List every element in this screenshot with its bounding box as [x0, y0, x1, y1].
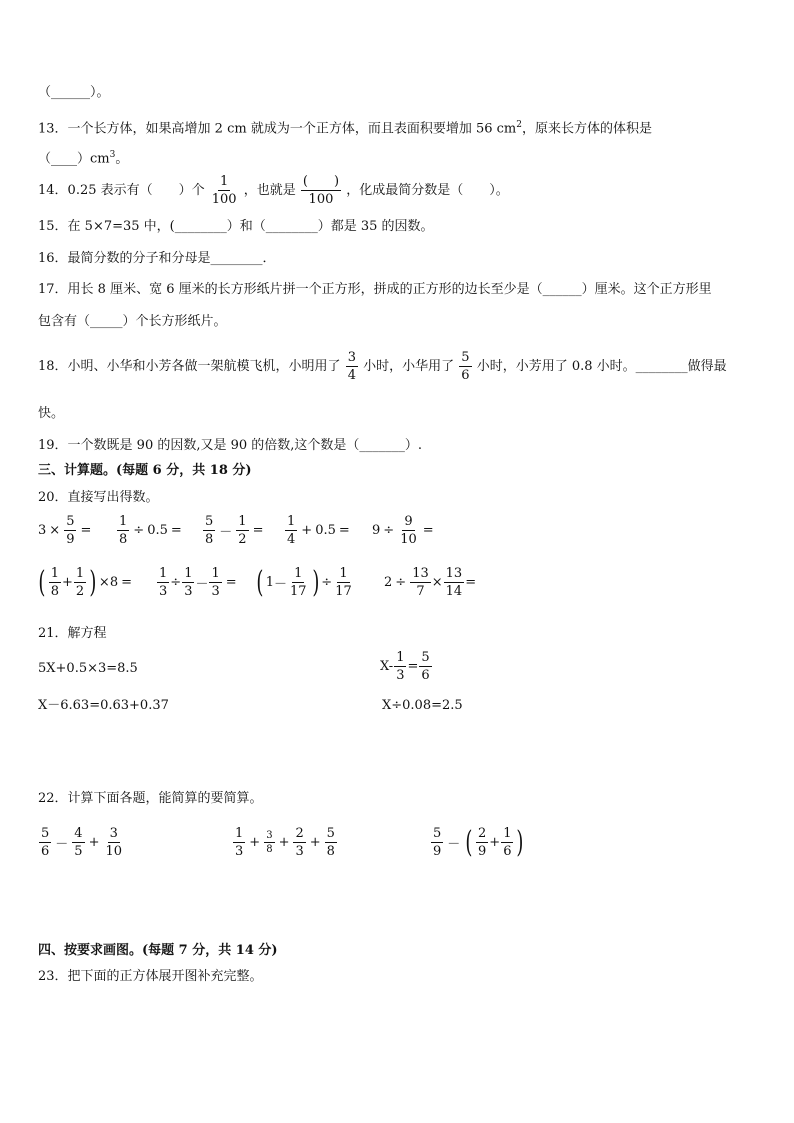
q12-tail: （______）。	[38, 85, 110, 100]
equation-2-eq: =	[407, 659, 419, 674]
calc-1-frac-den: 9	[66, 532, 75, 547]
calc-8-frac1-num: 1	[294, 566, 303, 581]
equation-4: X÷0.08=2.5	[382, 698, 463, 713]
calc-2-eq: =	[170, 523, 182, 538]
calc-6-frac2-num: 1	[75, 566, 85, 581]
q17-line2: 包含有（_____）个长方形纸片。	[38, 314, 227, 329]
q14-frac1-num: 1	[220, 174, 229, 189]
equation-2-frac2	[419, 650, 431, 683]
equation-2	[380, 650, 433, 683]
calc-7-frac3-den: 3	[211, 584, 220, 599]
calc-8-frac2-den: 17	[335, 584, 352, 599]
calc-9-eq: =	[465, 575, 477, 590]
q21: 21．解方程	[38, 626, 107, 641]
calc-7-frac3-num: 1	[211, 566, 220, 581]
equation-2-frac1	[394, 650, 406, 683]
q18-line2: 快。	[38, 406, 65, 421]
calc-1-eq: =	[80, 523, 92, 538]
simplify-1-frac3-num: 3	[109, 826, 118, 841]
calc-6-frac2-den: 2	[75, 584, 85, 599]
q18-frac1-den: 4	[347, 368, 356, 383]
calc-1-op: ×	[49, 523, 61, 538]
section-3-heading: 三、计算题。(每题 6 分，共 18 分)	[38, 463, 252, 478]
equation-2-frac2-den: 6	[421, 668, 430, 683]
calc-5-frac-den: 10	[400, 532, 417, 547]
calc-6-frac1-num: 1	[50, 566, 59, 581]
calc-3	[202, 514, 266, 547]
simplify-2-frac3-den: 3	[295, 844, 304, 859]
calc-6-frac2	[74, 566, 86, 599]
q13-text-b: ，原来长方体的体积是	[521, 121, 652, 137]
calc-8-num: 1	[265, 575, 274, 590]
calc-1-frac-num: 5	[66, 514, 75, 529]
q14-frac1-den: 100	[211, 192, 237, 207]
calc-7-minus: －	[195, 577, 209, 592]
calc-3-frac1-num: 5	[205, 514, 214, 529]
calc-8-frac2-num: 1	[339, 566, 348, 581]
q14-text-a: 14．0.25 表示有（ ）个	[38, 183, 205, 198]
q15: 15．在 5×7=35 中，(________）和（________）都是 35 的因数。	[38, 219, 434, 234]
q14-text-c: ，化成最简分数是（ ）。	[346, 183, 509, 198]
section-4-heading: 四、按要求画图。(每题 7 分，共 14 分)	[38, 943, 278, 958]
calc-5-frac-num: 9	[404, 514, 413, 529]
simplify-2-frac1-den: 3	[235, 844, 244, 859]
q22: 22．计算下面各题，能简算的要简算。	[38, 791, 263, 806]
calc-6-lparen: (	[38, 564, 46, 600]
calc-3-op: －	[219, 525, 233, 540]
calc-9-frac2-num: 13	[445, 566, 463, 581]
simplify-2-frac4-den: 8	[326, 844, 335, 859]
calc-3-eq: =	[252, 523, 264, 538]
simplify-1-frac1-num: 5	[41, 826, 50, 841]
simplify-2-frac4-num: 5	[326, 826, 335, 841]
q17-line1: 17．用长 8 厘米、宽 6 厘米的长方形纸片拼一个正方形，拼成的正方形的边长至少是（______）厘米。这个正方形里	[38, 282, 712, 297]
q18-text-a: 18．小明、小华和小芳各做一架航模飞机，小明用了	[38, 359, 341, 374]
simplify-2-frac1	[233, 826, 245, 859]
q20: 20．直接写出得数。	[38, 490, 159, 505]
calc-8-rparen: )	[311, 564, 319, 600]
q18-frac2-den: 6	[461, 368, 470, 383]
calc-7-frac2-den: 3	[184, 584, 193, 599]
q14-frac2	[301, 174, 341, 207]
simplify-3-lparen: (	[465, 824, 473, 860]
simplify-3-frac2-num: 2	[478, 826, 487, 841]
q14-frac2-den: 100	[308, 192, 334, 207]
calc-8-div: ÷	[321, 575, 333, 590]
simplify-2	[232, 826, 338, 859]
calc-5	[372, 514, 437, 547]
calc-9-times: ×	[431, 575, 443, 590]
q14-frac1	[210, 174, 239, 207]
calc-2-frac	[117, 514, 129, 547]
calc-9-div: ÷	[395, 575, 407, 590]
q18-text-b: 小时，小华用了	[363, 359, 455, 374]
q18-frac2	[459, 350, 471, 383]
q18-line1	[38, 350, 727, 384]
simplify-3-frac1-num: 5	[433, 826, 442, 841]
calc-7-frac1-num: 1	[159, 566, 168, 581]
calc-8-lparen: (	[256, 564, 264, 600]
simplify-3-rparen: )	[516, 824, 524, 860]
calc-4-num: 0.5	[315, 523, 336, 538]
calc-5-eq: =	[422, 523, 434, 538]
calc-8	[254, 566, 355, 599]
calc-5-frac	[398, 514, 419, 547]
calc-6-frac1	[49, 566, 61, 599]
equation-2-prefix: X-	[380, 659, 394, 674]
q14-text-b: ，也就是	[243, 183, 296, 198]
calc-6-eq: =	[121, 575, 132, 590]
simplify-2-frac2	[264, 830, 274, 855]
simplify-3-frac2-den: 9	[478, 844, 487, 859]
calc-7-div: ÷	[170, 575, 182, 590]
calc-2-frac-num: 1	[119, 514, 128, 529]
simplify-3	[430, 826, 526, 859]
simplify-1-frac1-den: 6	[41, 844, 50, 859]
calc-9-frac2-den: 14	[445, 584, 463, 599]
simplify-3-frac1-den: 9	[433, 844, 442, 859]
calc-7-frac1-den: 3	[159, 584, 168, 599]
simplify-1-frac3	[103, 826, 124, 859]
calc-3-frac2-num: 1	[238, 514, 247, 529]
q19: 19．一个数既是 90 的因数,又是 90 的倍数,这个数是（_______）.	[38, 438, 423, 453]
simplify-3-minus: －	[447, 837, 461, 852]
q14-frac2-num: ( )	[302, 174, 340, 189]
calc-7-frac2	[182, 566, 194, 599]
calc-9-frac1-den: 7	[416, 584, 425, 599]
q13-line2	[38, 146, 128, 168]
simplify-3-frac1	[431, 826, 443, 859]
calc-4-frac-den: 4	[287, 532, 296, 547]
equation-3: X－6.63=0.63+0.37	[38, 698, 169, 713]
q13-sup2: 3	[109, 150, 116, 160]
simplify-2-plus2: +	[278, 835, 290, 850]
calc-6-times: ×	[98, 575, 110, 590]
calc-8-frac2	[333, 566, 354, 599]
equation-2-frac1-den: 3	[396, 668, 405, 683]
q23: 23．把下面的正方体展开图补充完整。	[38, 969, 263, 984]
calc-6	[36, 566, 135, 599]
simplify-1-frac2-num: 4	[74, 826, 83, 841]
calc-3-frac2-den: 2	[238, 532, 247, 547]
calc-8-frac1-den: 17	[290, 584, 307, 599]
q13-text-d: 。	[115, 151, 129, 167]
q18-text-c: 小时，小芳用了 0.8 小时。________做得最	[476, 359, 727, 374]
simplify-3-frac3	[501, 826, 513, 859]
simplify-1-frac1	[39, 826, 51, 859]
calc-2-num: 0.5	[147, 523, 168, 538]
calc-5-op: ÷	[383, 523, 395, 538]
equation-2-frac1-num: 1	[396, 650, 405, 665]
calc-9-num: 2	[384, 575, 393, 590]
calc-3-frac1	[203, 514, 215, 547]
q13-text-a: 13．一个长方体，如果高增加 2 cm 就成为一个正方体，而且表面积要增加 56 cm	[38, 121, 517, 137]
q13-sup1: 2	[516, 120, 522, 130]
simplify-1-frac2	[72, 826, 84, 859]
calc-3-frac2	[236, 514, 248, 547]
calc-4-op: +	[301, 523, 313, 538]
calc-5-num: 9	[372, 523, 381, 538]
q18-frac1	[346, 350, 358, 383]
simplify-2-plus1: +	[249, 835, 261, 850]
equation-1: 5X+0.5×3=8.5	[38, 661, 138, 676]
q16: 16．最简分数的分子和分母是________．	[38, 251, 276, 266]
q18-frac1-num: 3	[347, 350, 356, 365]
calc-7	[156, 566, 240, 599]
simplify-3-frac3-den: 6	[503, 844, 512, 859]
simplify-2-frac3	[293, 826, 305, 859]
calc-9-frac1	[410, 566, 431, 599]
calc-6-plus: +	[62, 575, 73, 590]
calc-4-frac-num: 1	[287, 514, 296, 529]
calc-8-frac1	[288, 566, 309, 599]
simplify-2-frac1-num: 1	[235, 826, 244, 841]
simplify-1-minus: －	[55, 837, 69, 852]
q18-frac2-num: 5	[461, 350, 470, 365]
simplify-2-frac3-num: 2	[295, 826, 304, 841]
simplify-2-frac2-num: 3	[266, 830, 273, 841]
calc-9	[384, 566, 476, 599]
calc-8-minus: －	[274, 577, 288, 592]
simplify-1-plus: +	[88, 835, 100, 850]
simplify-3-frac3-num: 1	[503, 826, 512, 841]
calc-4-eq: =	[338, 523, 350, 538]
simplify-2-frac2-den: 8	[266, 844, 273, 855]
calc-9-frac2	[444, 566, 465, 599]
simplify-1-frac2-den: 5	[74, 844, 83, 859]
simplify-2-plus3: +	[309, 835, 321, 850]
calc-7-frac2-num: 1	[184, 566, 193, 581]
calc-2-frac-den: 8	[119, 532, 128, 547]
calc-1-num: 3	[38, 523, 47, 538]
calc-2	[116, 514, 185, 547]
q13-text-c: （____）cm	[38, 151, 110, 167]
calc-9-frac1-num: 13	[412, 566, 429, 581]
equation-2-frac2-num: 5	[421, 650, 430, 665]
calc-6-num: 8	[109, 575, 119, 590]
calc-1-frac	[64, 514, 76, 547]
calc-6-frac1-den: 8	[50, 584, 59, 599]
q14	[38, 174, 509, 208]
simplify-3-frac2	[476, 826, 488, 859]
calc-6-rparen: )	[89, 564, 97, 600]
q13-line1	[38, 116, 652, 138]
calc-3-frac1-den: 8	[205, 532, 214, 547]
calc-4-frac	[285, 514, 297, 547]
calc-1	[38, 514, 94, 547]
calc-7-frac1	[157, 566, 169, 599]
calc-7-frac3	[209, 566, 221, 599]
simplify-2-frac4	[325, 826, 337, 859]
simplify-3-plus: +	[489, 835, 501, 850]
calc-4	[284, 514, 353, 547]
calc-2-op: ÷	[133, 523, 145, 538]
simplify-1-frac3-den: 10	[105, 844, 123, 859]
calc-7-eq: =	[225, 575, 237, 590]
simplify-1	[38, 826, 125, 859]
